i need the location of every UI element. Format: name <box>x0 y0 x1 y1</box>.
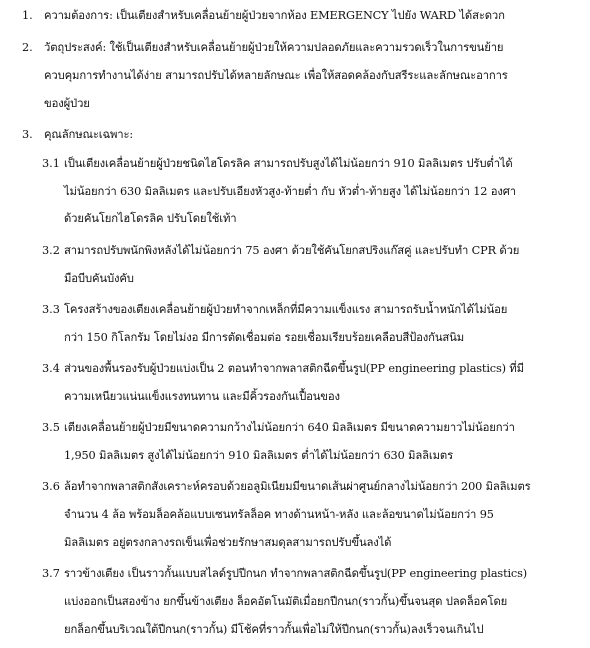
subsection-3-4-number: 3.4 <box>42 362 60 375</box>
section-1-number: 1. <box>22 9 33 22</box>
subsection-3-3-line-2: กว่า 150 กิโลกรัม โดยไม่งอ มีการตัดเชื่อมต่อ รอยเชื่อมเรียบร้อยเคลือบสีป้องกันสนิม <box>64 331 465 344</box>
subsection-3-4-line-1: ส่วนของพื้นรองรับผู้ป่วยแบ่งเป็น 2 ตอนทำจากพลาสติกฉีดขึ้นรูป(PP engineering plastics) ที่มี <box>64 362 524 375</box>
subsection-3-6-number: 3.6 <box>42 480 60 493</box>
section-2-line-2: ควบคุมการทำงานได้ง่าย สามารถปรับได้หลายลักษณะ เพื่อให้สอดคล้องกับสรีระและลักษณะอาการ <box>44 69 508 82</box>
subsection-3-7-number: 3.7 <box>42 567 60 580</box>
section-1-requirement: ความต้องการ: เป็นเตียงสำหรับเคลื่อนย้ายผู้ป่วยจากห้อง EMERGENCY ไปยัง WARD ได้สะดวก <box>44 9 505 22</box>
section-2-number: 2. <box>22 41 33 54</box>
subsection-3-2-line-2: มือบีบคันบังคับ <box>64 272 134 285</box>
subsection-3-2-number: 3.2 <box>42 244 60 257</box>
subsection-3-6-line-3: มิลลิเมตร อยู่ตรงกลางรถเข็นเพื่อช่วยรักษาสมดุลสามารถปรับขึ้นลงได้ <box>64 536 392 549</box>
subsection-3-7-line-3: ยกล็อกขึ้นบริเวณใต้ปีกนก(ราวกั้น) มีโช้คที่ราวกั้นเพื่อไม่ให้ปีกนก(ราวกั้น)ลงเร็วจนเกินไป <box>64 623 484 636</box>
section-2-line-1: วัตถุประสงค์: ใช้เป็นเตียงสำหรับเคลื่อนย้ายผู้ป่วยให้ความปลอดภัยและความรวดเร็วในการขนย้าย <box>44 41 504 54</box>
section-2-line-3: ของผู้ป่วย <box>44 97 90 110</box>
subsection-3-3-number: 3.3 <box>42 303 60 316</box>
subsection-3-7-line-2: แบ่งออกเป็นสองข้าง ยกขึ้นข้างเตียง ล็อคอัตโนมัติเมื่อยกปีกนก(ราวกั้น)ขึ้นจนสุด ปลดล็อคโดย <box>64 595 508 608</box>
subsection-3-1-line-1: เป็นเตียงเคลื่อนย้ายผู้ป่วยชนิดไฮโดรลิค สามารถปรับสูงได้ไม่น้อยกว่า 910 มิลลิเมตร ปรับต่ำได้ <box>64 157 513 170</box>
subsection-3-5-number: 3.5 <box>42 421 60 434</box>
subsection-3-2-line-1: สามารถปรับพนักพิงหลังได้ไม่น้อยกว่า 75 องศา ด้วยใช้คันโยกสปริงแก๊สคู่ และปรับทำ CPR ด้วย <box>64 244 520 257</box>
section-3-number: 3. <box>22 128 33 141</box>
subsection-3-6-line-2: จำนวน 4 ล้อ พร้อมล็อคล้อแบบเซนทรัลล็อค ทางด้านหน้า-หลัง และล้อขนาดไม่น้อยกว่า 95 <box>64 508 494 521</box>
subsection-3-3-line-1: โครงสร้างของเตียงเคลื่อนย้ายผู้ป่วยทำจากเหล็กที่มีความแข็งแรง สามารถรับน้ำหนักได้ไม่น้อย <box>64 303 508 316</box>
subsection-3-5-line-2: 1,950 มิลลิเมตร สูงได้ไม่น้อยกว่า 910 มิลลิเมตร ต่ำได้ไม่น้อยกว่า 630 มิลลิเมตร <box>64 449 454 462</box>
section-3-heading: คุณลักษณะเฉพาะ: <box>44 128 134 141</box>
subsection-3-7-line-1: ราวข้างเตียง เป็นราวกั้นแบบสไลด์รูปปีกนก ทำจากพลาสติกฉีดขึ้นรูป(PP engineering plastics) <box>64 567 528 580</box>
subsection-3-6-line-1: ล้อทำจากพลาสติกสังเคราะห์ครอบด้วยอลูมิเนียมมีขนาดเส้นผ่าศูนย์กลางไม่น้อยกว่า 200 มิลลิเมตร <box>64 480 531 493</box>
subsection-3-1-line-3: ด้วยคันโยกไฮโดรลิค ปรับโดยใช้เท้า <box>64 212 237 225</box>
subsection-3-5-line-1: เตียงเคลื่อนย้ายผู้ป่วยมีขนาดความกว้างไม่น้อยกว่า 640 มิลลิเมตร มีขนาดความยาวไม่น้อยกว่า <box>64 421 515 434</box>
subsection-3-1-number: 3.1 <box>42 157 60 170</box>
subsection-3-1-line-2: ไม่น้อยกว่า 630 มิลลิเมตร และปรับเอียงหัวสูง-ท้ายต่ำ กับ หัวต่ำ-ท้ายสูง ได้ไม่น้อยกว่า 12 องศา <box>64 185 516 198</box>
subsection-3-4-line-2: ความเหนียวแน่นแข็งแรงทนทาน และมีคิ้วรองกันเปื้อนของ <box>64 390 340 403</box>
